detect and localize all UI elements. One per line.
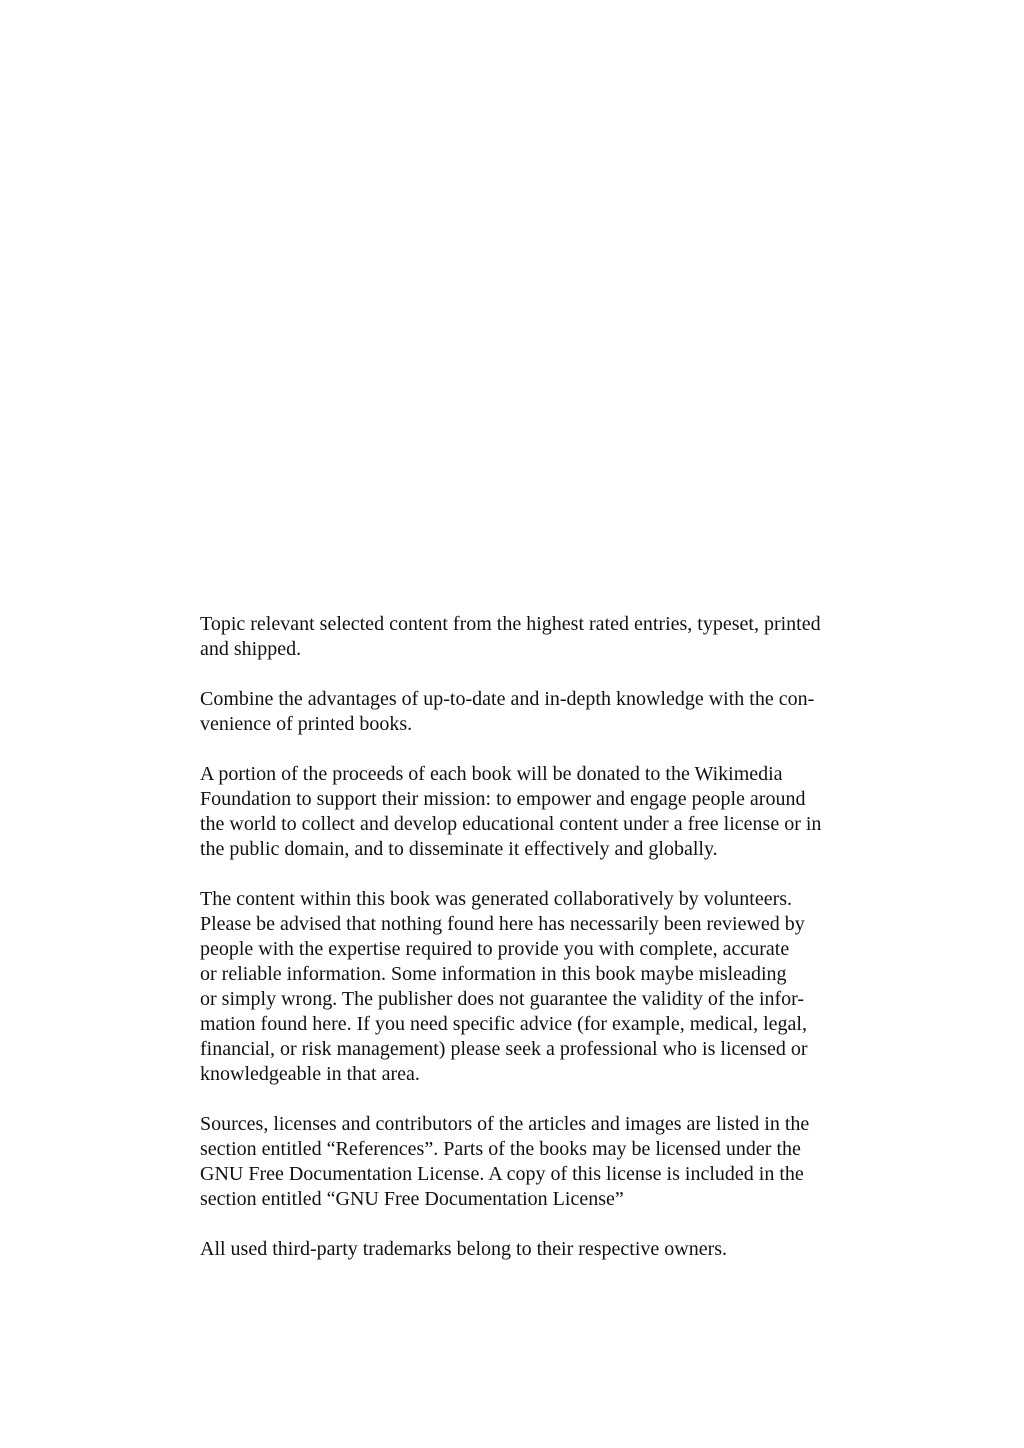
paragraph-trademarks (200, 1237, 848, 1262)
text-line: Foundation to support their mission: to empower and engage people around (200, 788, 806, 810)
text-line: section entitled “GNU Free Documentation License” (200, 1188, 624, 1210)
text-line: The content within this book was generated collaboratively by volunteers. (200, 888, 793, 910)
text-line: Please be advised that nothing found here has necessarily been reviewed by (200, 913, 805, 935)
text-line: All used third-party trademarks belong to their respective owners. (200, 1238, 728, 1260)
paragraph-disclaimer (200, 887, 848, 1087)
text-line: financial, or risk management) please seek a professional who is licensed or (200, 1038, 808, 1060)
text-line: GNU Free Documentation License. A copy of this license is included in the (200, 1163, 804, 1185)
paragraph-sources-licenses (200, 1112, 848, 1212)
paragraph-content-selection (200, 612, 848, 662)
text-line: the world to collect and develop educational content under a free license or in (200, 813, 822, 835)
text-line: people with the expertise required to provide you with complete, accurate (200, 938, 790, 960)
text-line: section entitled “References”. Parts of the books may be licensed under the (200, 1138, 801, 1160)
text-line: Topic relevant selected content from the highest rated entries, typeset, printed (200, 613, 821, 635)
text-line: Sources, licenses and contributors of the articles and images are listed in the (200, 1113, 810, 1135)
text-line: or simply wrong. The publisher does not guarantee the validity of the infor- (200, 988, 805, 1010)
text-line: A portion of the proceeds of each book will be donated to the Wikimedia (200, 763, 783, 785)
text-line: venience of printed books. (200, 713, 413, 735)
paragraph-donation (200, 762, 848, 862)
text-line: knowledgeable in that area. (200, 1063, 420, 1085)
text-line: or reliable information. Some information in this book maybe misleading (200, 963, 787, 985)
copyright-notice-text (200, 612, 848, 1287)
text-line: the public domain, and to disseminate it effectively and globally. (200, 838, 718, 860)
text-line: Combine the advantages of up-to-date and in-depth knowledge with the con- (200, 688, 815, 710)
text-line: mation found here. If you need specific advice (for example, medical, legal, (200, 1013, 807, 1035)
paragraph-advantages (200, 687, 848, 737)
text-line: and shipped. (200, 638, 302, 660)
